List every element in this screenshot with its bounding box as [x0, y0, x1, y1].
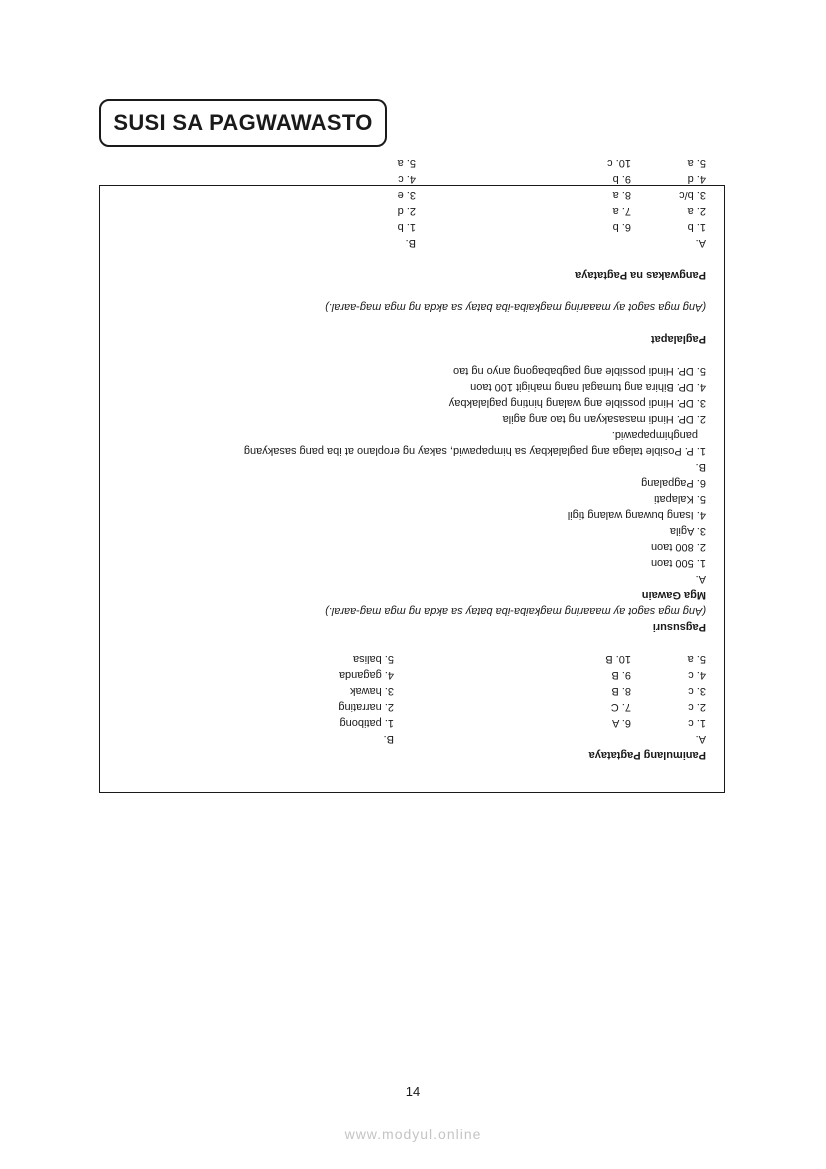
gawain-b-5: 5. DP. Hindi possible ang pagbabagong anyo ng tao — [453, 365, 706, 377]
gawain-b-2: 2. DP. Hindi masasakyan ng tao ang agila — [502, 413, 706, 425]
gawain-a-3: 3. Agila — [669, 525, 706, 537]
gawain-a-5: 5. Kalapati — [654, 493, 706, 505]
answer-key-content — [82, 157, 706, 763]
page-title: SUSI SA PAGWAWASTO — [99, 99, 387, 147]
pangwakas-b-2: 2. d — [397, 205, 416, 217]
panimula-a-10: 10. B — [605, 653, 631, 665]
pangwakas-label-b: B. — [405, 237, 416, 249]
panimula-b-4: 4. gaganda — [338, 669, 394, 681]
pangwakas-a-5: 5. a — [687, 157, 706, 169]
panimula-b-2: 2. narrating — [338, 701, 394, 713]
gawain-b-3: 3. DP. Hindi possible ang walang hinting paglalakbay — [448, 397, 706, 409]
gawain-label-b: B. — [695, 461, 706, 473]
gawain-b-4: 4. DP. Bihira ang tumagal nang mahigit 100 taon — [470, 381, 706, 393]
answer-key-upside-down — [100, 157, 724, 792]
pagsusuri-note: (Ang mga sagot ay maaaring magkaiba-iba batay sa akda ng mga mag-aaral.) — [325, 605, 706, 617]
pangwakas-a-10: 10. c — [607, 157, 631, 169]
gawain-b-1-cont: panghimpapawid. — [611, 429, 698, 441]
pangwakas-a-1: 1. b — [687, 221, 706, 233]
panimula-label-b: B. — [383, 733, 394, 745]
pangwakas-b-3: 3. e — [397, 189, 416, 201]
panimula-a-8: 8. B — [611, 685, 631, 697]
pangwakas-a-9: 9. b — [612, 173, 631, 185]
panimula-a-7: 7. C — [610, 701, 631, 713]
panimula-heading: Panimulang Pagtataya — [588, 749, 706, 761]
pangwakas-b-5: 5. a — [397, 157, 416, 169]
gawain-a-2: 2. 800 taon — [650, 541, 706, 553]
gawain-label-a: A. — [695, 573, 706, 585]
pangwakas-a-6: 6. b — [612, 221, 631, 233]
gawain-a-6: 6. Pagpalang — [641, 477, 706, 489]
paglalapat-note: (Ang mga sagot ay maaaring magkaiba-iba batay sa akda ng mga mag-aaral.) — [325, 301, 706, 313]
gawain-a-4: 4. Isang buwang walang tigil — [567, 509, 706, 521]
panimula-a-1: 1. c — [688, 717, 706, 729]
panimula-b-5: 5. balisa — [353, 653, 394, 665]
panimula-label-a: A. — [695, 733, 706, 745]
panimula-a-2: 2. c — [688, 701, 706, 713]
pangwakas-label-a: A. — [695, 237, 706, 249]
panimula-a-3: 3. c — [688, 685, 706, 697]
pangwakas-a-7: 7. a — [612, 205, 631, 217]
pangwakas-b-4: 4. c — [398, 173, 416, 185]
pangwakas-a-8: 8. a — [612, 189, 631, 201]
gawain-a-1: 1. 500 taon — [650, 557, 706, 569]
panimula-a-5: 5. a — [687, 653, 706, 665]
gawain-b-1: 1. P. Posible talaga ang paglalakbay sa himpapawid, sakay ng eroplano at iba pang sasakyang — [243, 445, 706, 457]
panimula-a-6: 6. A — [612, 717, 631, 729]
pangwakas-a-4: 4. d — [687, 173, 706, 185]
pangwakas-heading: Pangwakas na Pagtataya — [575, 269, 706, 281]
panimula-b-1: 1. patibong — [339, 717, 394, 729]
paglalapat-heading: Paglalapat — [650, 333, 706, 345]
watermark: www.modyul.online — [344, 1126, 482, 1142]
gawain-heading: Mga Gawain — [641, 589, 706, 601]
pangwakas-a-2: 2. a — [687, 205, 706, 217]
page-number: 14 — [405, 1084, 421, 1099]
pangwakas-b-1: 1. b — [397, 221, 416, 233]
panimula-b-3: 3. hawak — [349, 685, 394, 697]
panimula-a-9: 9. B — [611, 669, 631, 681]
pagsusuri-heading: Pagsusuri — [652, 621, 706, 633]
answer-key-box — [99, 157, 725, 793]
pangwakas-a-3: 3. b/c — [679, 189, 706, 201]
panimula-a-4: 4. c — [688, 669, 706, 681]
